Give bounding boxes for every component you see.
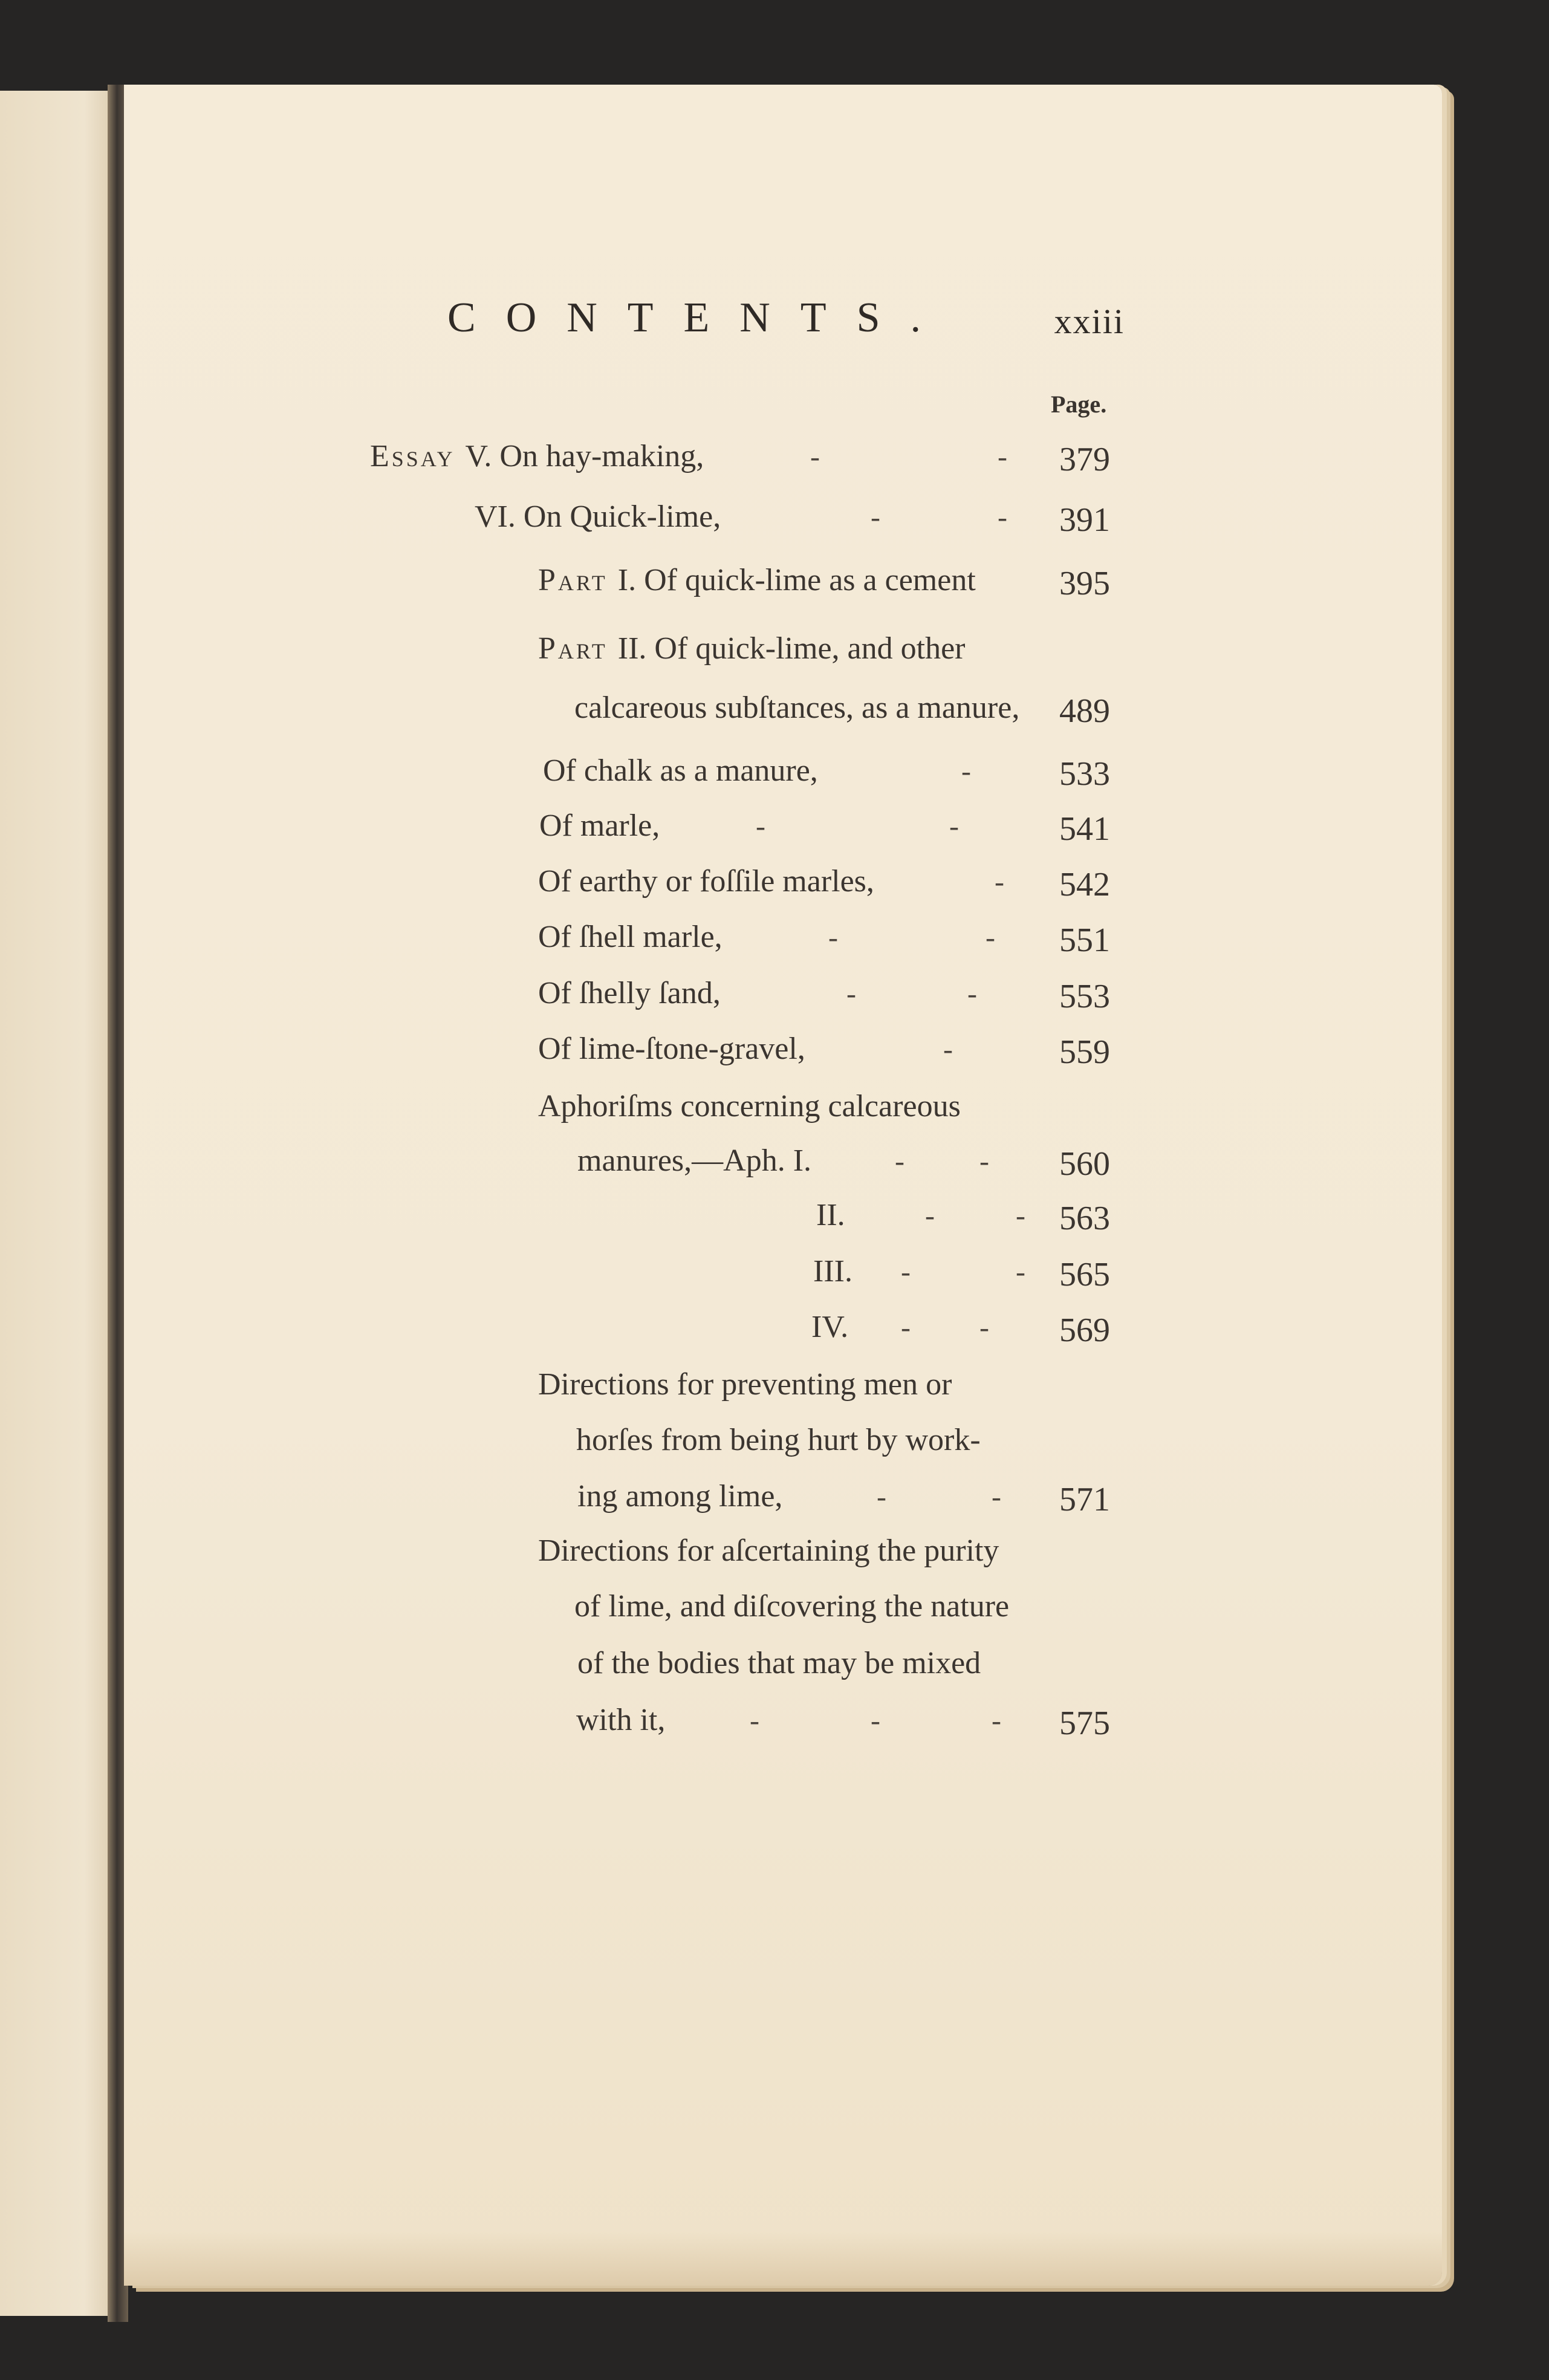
leader-dash: - [998, 501, 1007, 533]
toc-entry-text: IV. [811, 1310, 849, 1344]
toc-entry-aphorisms [538, 1088, 961, 1124]
toc-entry-prefix: Essay [370, 439, 466, 473]
toc-entry-directions-2d [576, 1702, 665, 1738]
toc-page-number: 541 [1059, 810, 1110, 848]
toc-entry-shelly-sand [538, 975, 721, 1011]
leader-dash: - [995, 866, 1004, 898]
toc-page-number: 569 [1059, 1312, 1110, 1349]
toc-entry-directions-1c [577, 1478, 782, 1514]
toc-page-number: 542 [1059, 866, 1110, 903]
leader-dash: - [871, 1705, 880, 1737]
leader-dash: - [943, 1033, 953, 1065]
leader-dash: - [895, 1145, 904, 1177]
toc-entry-directions-2c [577, 1645, 981, 1681]
toc-entry-text: horſes from being hurt by work- [576, 1423, 981, 1457]
toc-entry-aph-iv [811, 1309, 848, 1345]
toc-entry-text: with it, [576, 1703, 666, 1737]
toc-page-number: 553 [1059, 978, 1110, 1015]
toc-entry-aph-ii [816, 1197, 845, 1233]
leader-dash: - [901, 1256, 911, 1288]
leader-dash: - [1016, 1256, 1025, 1288]
toc-entry-text: Aphoriſms concerning calcareous [538, 1089, 961, 1123]
leader-dash: - [846, 978, 856, 1010]
leader-dash: - [967, 978, 977, 1010]
toc-entry-text: On hay-making, [499, 439, 704, 473]
toc-entry-label: V. [465, 439, 500, 473]
toc-page-number: 489 [1059, 692, 1110, 730]
toc-entry-text: On Quick-lime, [523, 499, 721, 534]
toc-entry-prefix: Part [538, 631, 618, 666]
leader-dash: - [961, 755, 971, 787]
toc-entry-directions-1b [576, 1422, 981, 1458]
toc-page-number: 575 [1059, 1705, 1110, 1742]
toc-entry-text: calcareous subſtances, as a manure, [574, 691, 1020, 725]
toc-entry-aph-iii [813, 1253, 852, 1289]
toc-entry-directions-2a [538, 1533, 999, 1569]
leader-dash: - [901, 1312, 911, 1344]
leader-dash: - [979, 1145, 989, 1177]
toc-entry-label: VI. [475, 499, 524, 534]
left-page-edge [0, 91, 121, 2316]
page [124, 85, 1442, 2286]
toc-entry-text: Of lime-ſtone-gravel, [538, 1032, 805, 1066]
toc-entry-essay-v [370, 438, 704, 474]
page-number: xxiii [1054, 302, 1125, 341]
toc-entry-text: Directions for preventing men or [538, 1367, 952, 1402]
toc-entry-aph-i [577, 1143, 811, 1179]
toc-entry-text: Of quick-lime as a cement [644, 563, 976, 597]
toc-entry-text: of the bodies that may be mixed [577, 1646, 981, 1680]
toc-page-number: 395 [1059, 565, 1110, 602]
leader-dash: - [998, 441, 1007, 473]
toc-entry-text: Of earthy or foſſile marles, [538, 864, 874, 899]
leader-dash: - [979, 1312, 989, 1344]
toc-entry-earthy [538, 863, 874, 899]
toc-entry-label: I. [617, 563, 645, 597]
leader-dash: - [871, 501, 880, 533]
leader-dash: - [877, 1481, 886, 1513]
toc-entry-part-ii [538, 631, 965, 666]
toc-page-number: 571 [1059, 1481, 1110, 1518]
toc-page-number: 391 [1059, 501, 1110, 539]
leader-dash: - [810, 441, 820, 473]
toc-entry-text: Of ſhell marle, [538, 920, 723, 954]
toc-entry-chalk [543, 753, 818, 788]
leader-dash: - [949, 810, 959, 842]
leader-dash: - [828, 922, 838, 954]
toc-entry-text: of lime, and diſcovering the nature [574, 1589, 1010, 1624]
toc-entry-text: Of ſhelly ſand, [538, 976, 721, 1010]
leader-dash: - [1016, 1200, 1025, 1232]
toc-page-number: 559 [1059, 1033, 1110, 1071]
toc-entry-marle [539, 808, 660, 844]
toc-entry-text: manures,—Aph. I. [577, 1143, 812, 1178]
page-column-label: Page. [1051, 391, 1107, 418]
toc-page-number: 565 [1059, 1256, 1110, 1293]
toc-entry-label: II. [617, 631, 655, 666]
toc-entry-shell-marle [538, 919, 723, 955]
toc-entry-text: II. [816, 1198, 845, 1232]
leader-dash: - [756, 810, 765, 842]
toc-entry-text: Directions for aſcertaining the purity [538, 1533, 999, 1568]
running-head-title: CONTENTS. [447, 294, 952, 341]
toc-page-number: 379 [1059, 441, 1110, 478]
toc-entry-part-ii-cont [574, 690, 1019, 726]
leader-dash: - [925, 1200, 935, 1232]
toc-entry-lime-stone [538, 1031, 805, 1067]
toc-entry-text: Of quick-lime, and other [654, 631, 966, 666]
leader-dash: - [750, 1705, 759, 1737]
leader-dash: - [992, 1481, 1001, 1513]
leader-dash: - [992, 1705, 1001, 1737]
toc-entry-text: Of chalk as a manure, [543, 753, 818, 788]
toc-entry-text: III. [813, 1254, 852, 1289]
toc-page-number: 533 [1059, 755, 1110, 793]
toc-entry-part-i [538, 562, 976, 598]
toc-page-number: 563 [1059, 1200, 1110, 1237]
toc-entry-directions-1a [538, 1367, 952, 1402]
toc-entry-text: Of marle, [539, 808, 660, 843]
toc-entry-essay-vi [475, 499, 721, 535]
leader-dash: - [986, 922, 995, 954]
toc-entry-directions-2b [574, 1588, 1009, 1624]
toc-entry-prefix: Part [538, 563, 618, 597]
toc-entry-text: ing among lime, [577, 1479, 783, 1514]
toc-page-number: 551 [1059, 922, 1110, 959]
toc-page-number: 560 [1059, 1145, 1110, 1183]
